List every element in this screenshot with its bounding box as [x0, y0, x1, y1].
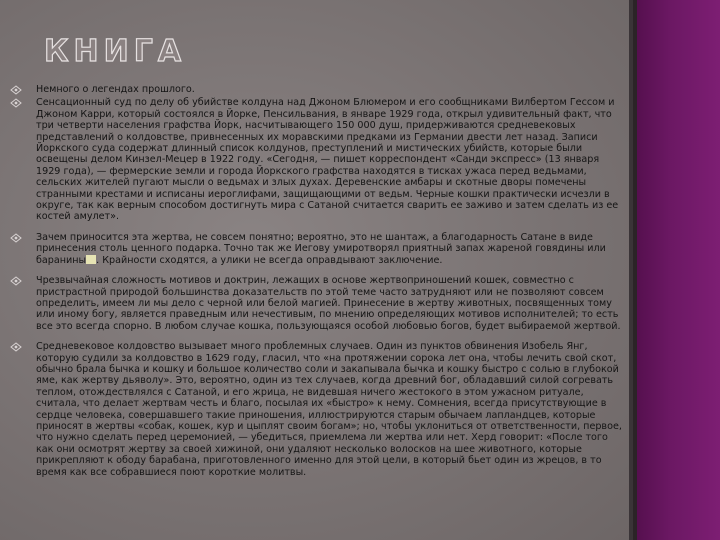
accent-strip	[637, 0, 720, 540]
bullet-text-part: Зачем приносится эта жертва, не совсем понятно; вероятно, это не шантаж, а благодарность Сатане в виде принесения столь ценного подарка. Точно так же Иегову умиротворял приятный запах жареной говядины или баранины	[36, 231, 606, 266]
bullet-text: Сенсационный суд по делу об убийстве колдуна над Джоном Блюмером и его сообщниками Вилбертом Гессом и Джоном Карри, который состоялся в Йорке, Пенсильвания, в январе 1929 года, открыл удивительный факт, что три четверти населения графства Йорк, насчитывающего 150 000 душ, придерживаются средневековых представлений о колдовстве, привнесенных их моравскими предками из Германии двести лет назад. Записи Йоркского суда содержат длинный список колдунов, преступлений и мистических убийств, которые были освещены делом Кинзел-Мецер в 1922 году. «Сегодня, — пишет корреспондент «Санди экспресс» (13 января 1929 года), — фермерские земли и города Йоркского графства находятся в тисках ужаса перед ведьмами, сельских жителей пугают мысли о ведьмах и злых духах. Деревенские амбары и скотные дворы помечены странными крестами и исписаны иероглифами, защищающими от ведьм. Черные кошки практически исчезли в округе, так как верным способом достигнуть мира с Сатаной считается сварить ее заживо и затем сделать из ее костей амулет».	[36, 97, 619, 223]
bullet-icon	[10, 342, 22, 352]
bullet-item	[10, 341, 622, 478]
bullet-list	[10, 84, 622, 487]
bullet-icon	[10, 233, 22, 243]
slide-title: КНИГА	[44, 34, 187, 69]
bullet-text: Чрезвычайная сложность мотивов и доктрин, лежащих в основе жертвоприношений кошек, совместно с пристрастной природой большинства доказательств по этой теме часто затрудняют или не позволяют совсем определить, имеем ли мы дело с черной или белой магией. Принесение в жертву животных, посвященных тому или иному богу, является праведным или нечестивым, по мнению определяющих мотивов исполнителей; то есть все это всегда спорно. В любом случае кошка, пользующаяся особой любовью богов, будет выбираемой жертвой.	[36, 275, 621, 332]
bullet-item	[10, 232, 622, 266]
bullet-text-part: . Крайности сходятся, а улики не всегда оправдывают заключение.	[96, 254, 443, 266]
bullet-text: Немного о легендах прошлого.	[36, 84, 195, 95]
bullet-item	[10, 84, 622, 95]
highlight-mark	[86, 255, 96, 264]
bullet-icon	[10, 276, 22, 286]
bullet-item	[10, 97, 622, 222]
bullet-icon	[10, 98, 22, 108]
bullet-text: Средневековое колдовство вызывает много проблемных случаев. Один из пунктов обвинения Изобель Янг, которую судили за колдовство в 1629 году, гласил, что «на протяжении сорока лет она, чтобы лечить свой скот, обычно брала бычка и кошку и большое количество соли и закапывала бычка и кошку быстро с солью в глубокой яме, как жертву дьяволу». Это, вероятно, один из тех случаев, когда древний бог, обладавший силой согревать теплом, отождествлялся с Сатаной, и его жрица, не видевшая ничего жестокого в этом ужасном ритуале, считала, что делает жертвам честь и благо, посылая их «быстро» к нему. Сомнения, всегда присутствующие в сердце человека, совершавшего такие приношения, иллюстрируются старым обычаем лапландцев, которые приносят в жертвы «собак, кошек, кур и цыплят своим богам»; но, чтобы уклониться от ответственности, первое, что нужно сделать перед церемонией, — убедиться, приемлема ли жертва или нет. Херд говорит: «После того как они осмотрят жертву за своей хижиной, они удаляют несколько волосков на шее животного, которые прикрепляют к ободу барабана, приготовленного именно для этой цели, в который бьет один из жрецов, в то время как все собравшиеся поют короткие молитвы.	[36, 341, 622, 478]
bullet-item	[10, 275, 622, 332]
bullet-icon	[10, 85, 22, 95]
